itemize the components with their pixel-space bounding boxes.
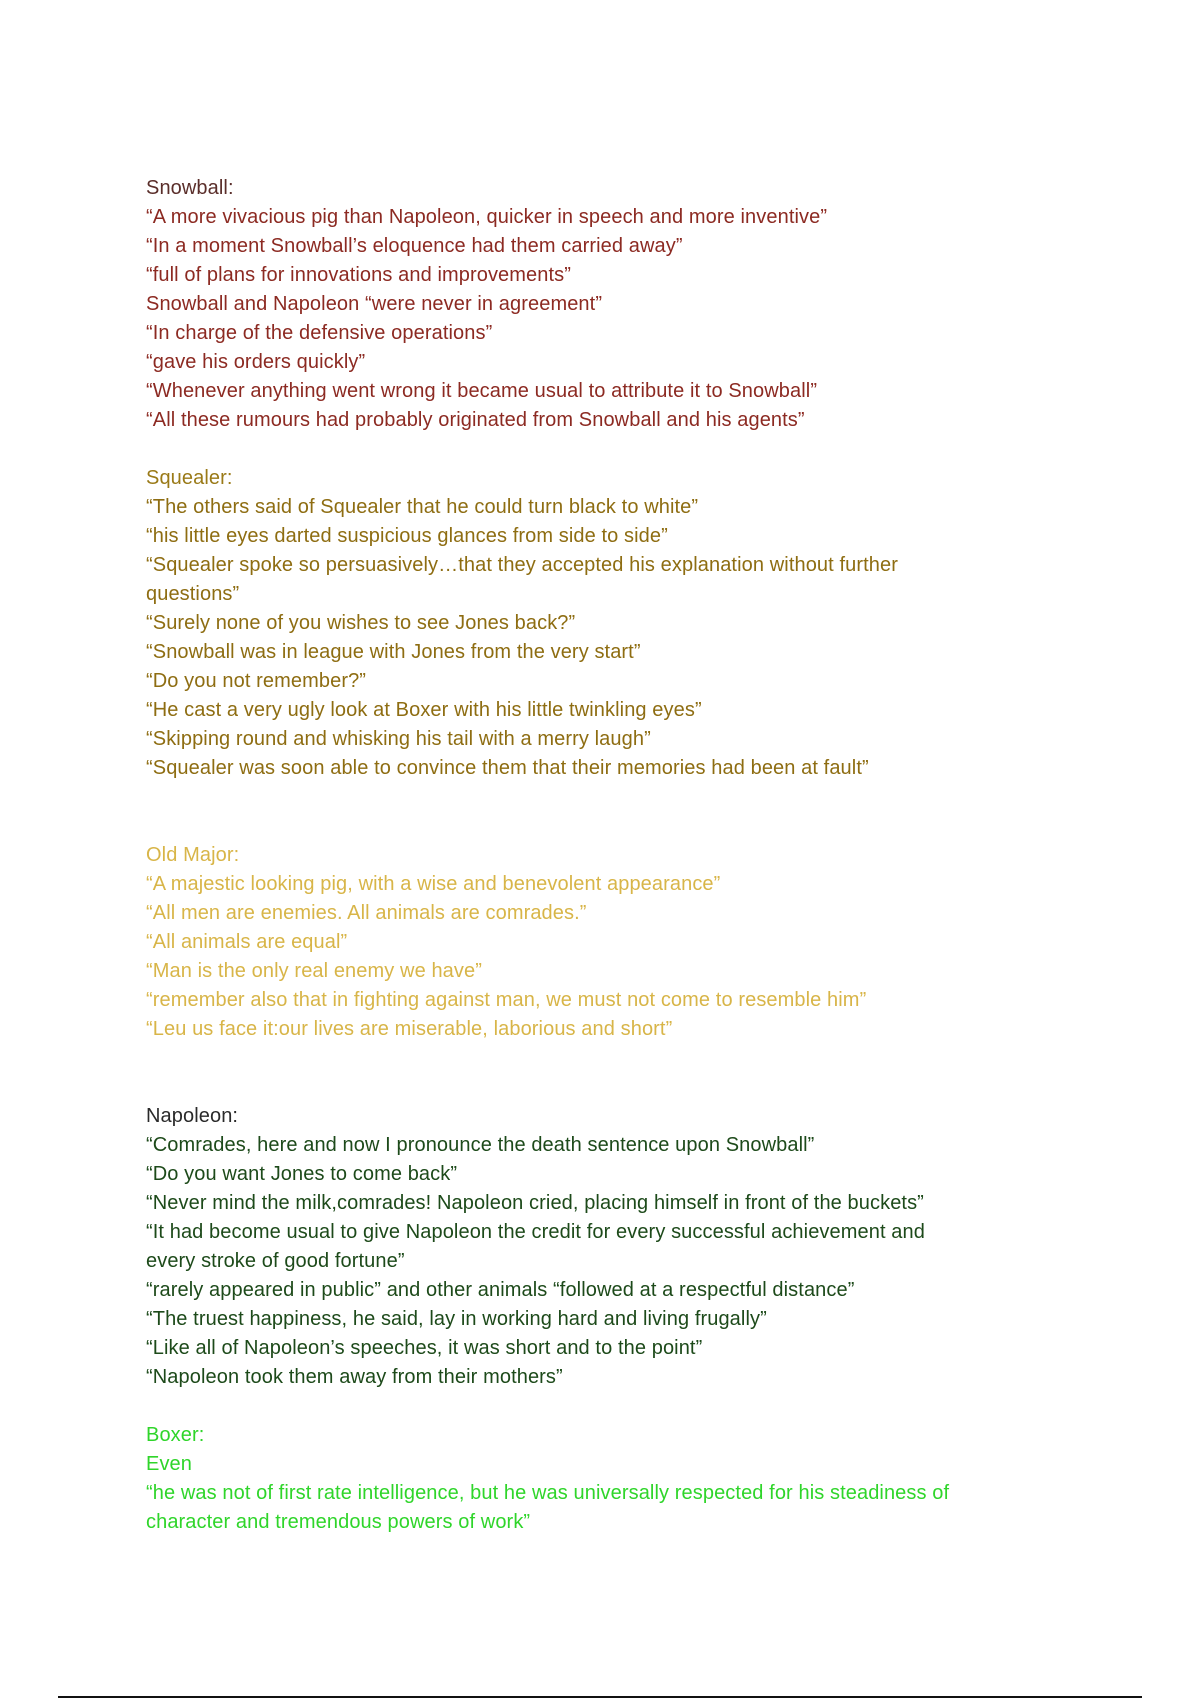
- quote-line: “Squealer spoke so persuasively…that they accepted his explanation without further: [146, 554, 898, 576]
- quote-line: “Never mind the milk,comrades! Napoleon cried, placing himself in front of the buckets”: [146, 1192, 924, 1214]
- quote-line: Even: [146, 1453, 192, 1475]
- quote-line: “He cast a very ugly look at Boxer with his little twinkling eyes”: [146, 699, 702, 721]
- quote-line: “Skipping round and whisking his tail with a merry laugh”: [146, 728, 651, 750]
- page-bottom-rule: [58, 1696, 1142, 1698]
- quote-line: “he was not of first rate intelligence, but he was universally respected for his steadiness of: [146, 1482, 950, 1504]
- quote-line: “rarely appeared in public” and other animals “followed at a respectful distance”: [146, 1279, 855, 1301]
- quote-line: “Comrades, here and now I pronounce the death sentence upon Snowball”: [146, 1134, 815, 1156]
- quote-line: “The others said of Squealer that he could turn black to white”: [146, 496, 699, 518]
- quote-line: “remember also that in fighting against man, we must not come to resemble him”: [146, 989, 867, 1011]
- quote-line: “In charge of the defensive operations”: [146, 322, 493, 344]
- quote-line: every stroke of good fortune”: [146, 1250, 405, 1272]
- section-boxer: [146, 1421, 1046, 1537]
- section-heading-boxer: Boxer:: [146, 1424, 205, 1446]
- quote-line: “Man is the only real enemy we have”: [146, 960, 482, 982]
- section-spacer: [146, 435, 1046, 464]
- quote-line: Snowball and Napoleon “were never in agreement”: [146, 293, 603, 315]
- notes-content: [146, 174, 1046, 1537]
- section-heading-snowball: Snowball:: [146, 177, 234, 199]
- section-snowball: [146, 174, 1046, 435]
- section-old-major: [146, 841, 1046, 1044]
- quote-line: “his little eyes darted suspicious glances from side to side”: [146, 525, 668, 547]
- quote-line: “All these rumours had probably originated from Snowball and his agents”: [146, 409, 805, 431]
- quote-line: “In a moment Snowball’s eloquence had them carried away”: [146, 235, 683, 257]
- quote-line: character and tremendous powers of work”: [146, 1511, 531, 1533]
- quote-line: “Do you want Jones to come back”: [146, 1163, 458, 1185]
- section-heading-squealer: Squealer:: [146, 467, 233, 489]
- quote-line: “Whenever anything went wrong it became usual to attribute it to Snowball”: [146, 380, 818, 402]
- quote-line: “full of plans for innovations and improvements”: [146, 264, 572, 286]
- quote-line: questions”: [146, 583, 240, 605]
- quote-line: “Squealer was soon able to convince them that their memories had been at fault”: [146, 757, 869, 779]
- section-squealer: [146, 464, 1046, 783]
- quote-line: “Leu us face it:our lives are miserable, laborious and short”: [146, 1018, 673, 1040]
- quote-line: “All animals are equal”: [146, 931, 348, 953]
- section-spacer: [146, 1044, 1046, 1102]
- quote-line: “Surely none of you wishes to see Jones back?”: [146, 612, 576, 634]
- section-heading-old-major: Old Major:: [146, 844, 240, 866]
- quote-line: “Like all of Napoleon’s speeches, it was short and to the point”: [146, 1337, 703, 1359]
- quote-line: “Snowball was in league with Jones from the very start”: [146, 641, 641, 663]
- quote-line: “Napoleon took them away from their mothers”: [146, 1366, 563, 1388]
- section-heading-napoleon: Napoleon:: [146, 1105, 239, 1127]
- quote-line: “It had become usual to give Napoleon the credit for every successful achievement and: [146, 1221, 925, 1243]
- quote-line: “A more vivacious pig than Napoleon, quicker in speech and more inventive”: [146, 206, 828, 228]
- section-spacer: [146, 783, 1046, 841]
- quote-line: “A majestic looking pig, with a wise and benevolent appearance”: [146, 873, 721, 895]
- section-spacer: [146, 1392, 1046, 1421]
- quote-line: “gave his orders quickly”: [146, 351, 366, 373]
- quote-line: “Do you not remember?”: [146, 670, 367, 692]
- quote-line: “The truest happiness, he said, lay in working hard and living frugally”: [146, 1308, 767, 1330]
- section-napoleon: [146, 1102, 1046, 1392]
- quote-line: “All men are enemies. All animals are comrades.”: [146, 902, 587, 924]
